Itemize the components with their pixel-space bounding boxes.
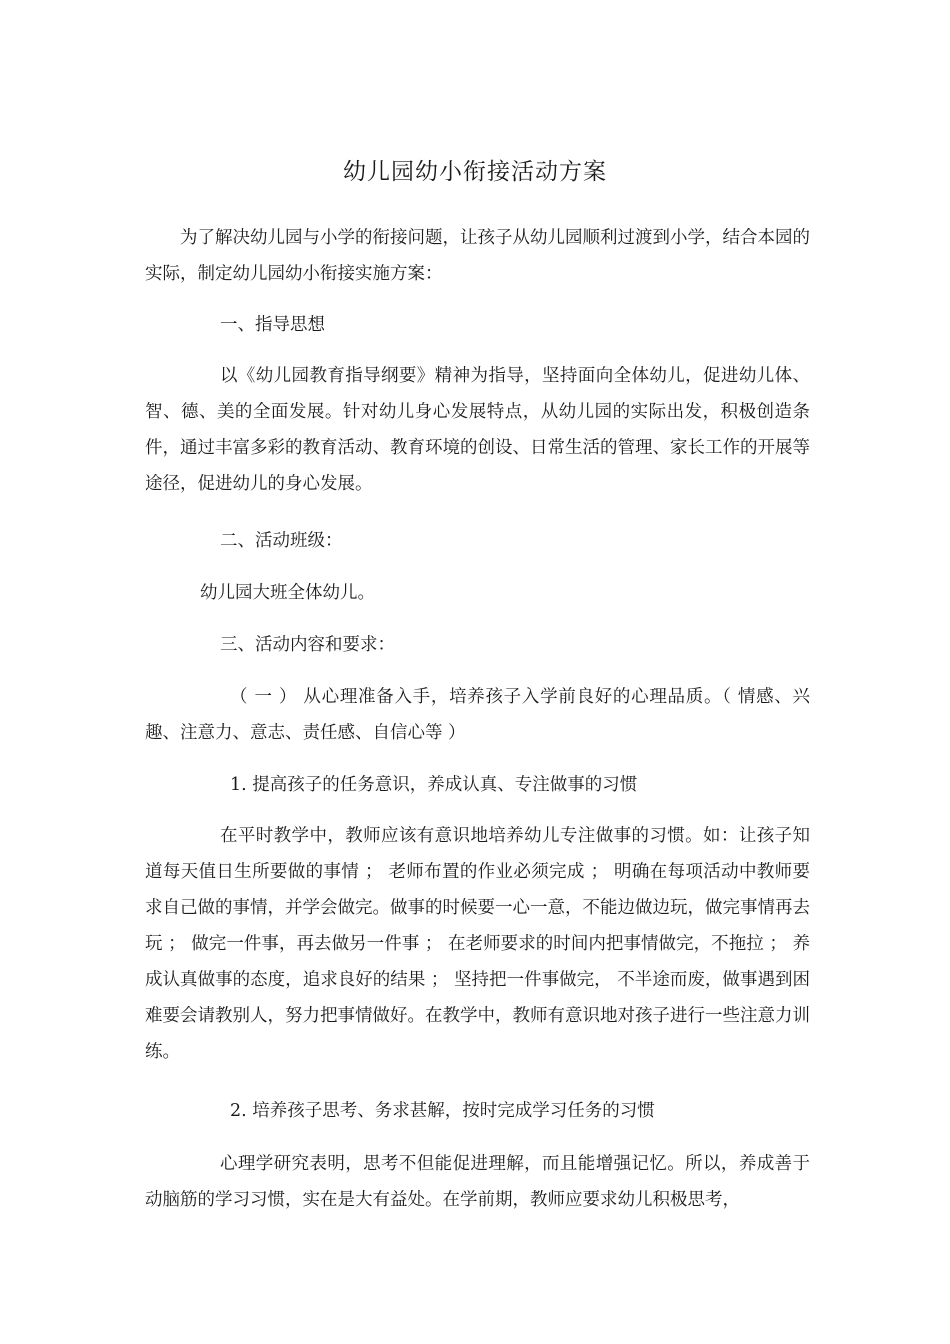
intro-paragraph: 为了解决幼儿园与小学的衔接问题，让孩子从幼儿园顺利过渡到小学，结合本园的实际，制定幼儿园幼小衔接实施方案： bbox=[145, 228, 810, 284]
section-heading-guiding-idea: 一、指导思想 bbox=[220, 315, 325, 335]
item-heading-thinking-habit: 2. 培养孩子思考、务求甚解，按时完成学习任务的习惯 bbox=[230, 1101, 655, 1121]
section-body-activity-class: 幼儿园大班全体幼儿。 bbox=[200, 583, 375, 603]
item-body-task-awareness: 在平时教学中，教师应该有意识地培养幼儿专注做事的习惯。如：让孩子知道每天值日生所要做的事情 ； 老师布置的作业必须完成 ； 明确在每项活动中教师要求自己做的事情，并学会做完。做事的时候要一心一意，不能边做边玩，做完事情再去玩 ； 做完一件事，再去做另一件事 ； 在老师要求的时间内把事情做完，不拖拉 ； 养成认真做事的态度，追求良好的结果 ； 坚持把一件事做完， 不半途而废，做事遇到困难要会请教别人，努力把事情做好。在教学中，教师有意识地对孩子进行一些注意力训练。 bbox=[145, 826, 810, 1062]
item-body-thinking-habit: 心理学研究表明，思考不但能促进理解，而且能增强记忆。所以，养成善于动脑筋的学习习惯，实在是大有益处。在学前期，教师应要求幼儿积极思考， bbox=[145, 1154, 810, 1210]
section-heading-activity-content: 三、活动内容和要求： bbox=[220, 635, 395, 655]
item-heading-task-awareness: 1. 提高孩子的任务意识，养成认真、专注做事的习惯 bbox=[230, 775, 638, 795]
section-body-guiding-idea: 以《幼儿园教育指导纲要》精神为指导，坚持面向全体幼儿，促进幼儿体、智、德、美的全面发展。针对幼儿身心发展特点，从幼儿园的实际出发，积极创造条件，通过丰富多彩的教育活动、教育环境的创设、日常生活的管理、家长工作的开展等途径，促进幼儿的身心发展。 bbox=[145, 366, 810, 494]
document-title: 幼儿园幼小衔接活动方案 bbox=[343, 159, 607, 185]
subsection-heading-psychological-prep: （ 一 ） 从心理准备入手，培养孩子入学前良好的心理品质。（ 情感、兴趣、注意力、意志、责任感、自信心等 ） bbox=[145, 687, 810, 743]
section-heading-activity-class: 二、活动班级： bbox=[220, 531, 343, 551]
